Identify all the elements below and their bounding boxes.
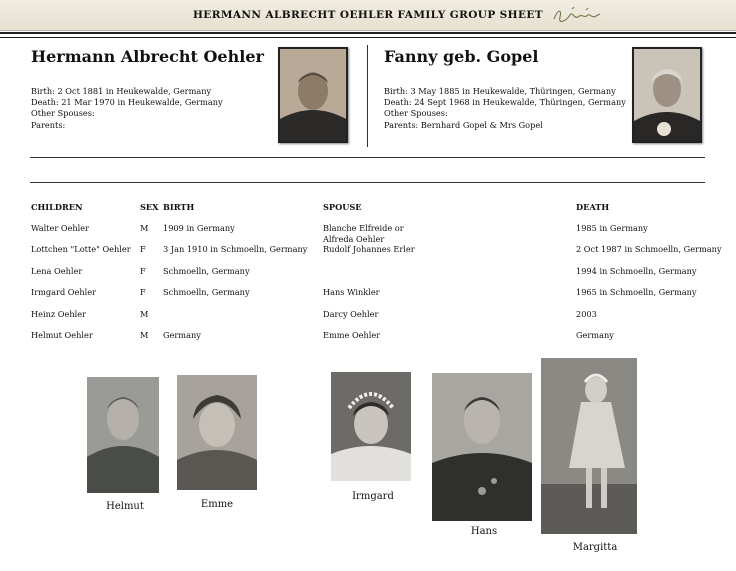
child-spouse-cont: Alfreda Oehler [323,234,385,244]
child-birth: 3 Jan 1910 in Schmoelln, Germany [163,244,308,254]
child-sex: F [140,266,146,276]
husband-birth: Birth: 2 Oct 1881 in Heukewalde, Germany [31,86,212,96]
child-death: 1994 in Schmoelln, Germany [576,266,697,276]
child-birth: Schmoelln, Germany [163,266,250,276]
child-birth: Schmoelln, Germany [163,287,250,297]
child-sex: F [140,244,146,254]
child-death: 2 Oct 1987 in Schmoelln, Germany [576,244,722,254]
husband-parents: Parents: [31,119,66,130]
helmut-caption: Helmut [106,501,144,512]
child-sex: F [140,287,146,297]
child-birth: Germany [163,330,201,340]
child-spouse: Emme Oehler [323,330,381,340]
helmut-photo [87,377,159,493]
irmgard-photo [331,372,411,481]
child-birth: 1909 in Germany [163,223,235,233]
wife-details [384,86,626,131]
wife-birth: Birth: 3 May 1885 in Heukewalde, Thüringen, Germany [384,86,616,96]
husband-other-spouses: Other Spouses: [31,108,95,119]
child-name: Walter Oehler [31,223,90,233]
emme-photo [177,375,257,490]
wife-photo [632,47,702,143]
irmgard-caption: Irmgard [352,491,394,502]
child-spouse: Hans Winkler [323,287,380,297]
signature [552,5,602,25]
child-sex: M [140,330,149,340]
margitta-photo [541,358,637,534]
header-death: DEATH [576,202,610,212]
child-death: 1965 in Schmoelln, Germany [576,287,697,297]
child-death: 2003 [576,309,597,319]
hans-photo [432,373,532,521]
header-spouse: SPOUSE [323,202,362,212]
section-rule-bottom [30,182,705,183]
hans-caption: Hans [470,526,498,537]
husband-name: Hermann Albrecht Oehler [31,47,264,66]
emme-caption: Emme [200,499,234,510]
wife-other-spouses: Other Spouses: [384,108,448,119]
child-death: 1985 in Germany [576,223,648,233]
child-name: Helmut Oehler [31,330,93,340]
child-spouse: Darcy Oehler [323,309,379,319]
column-divider [367,45,368,147]
header-children: CHILDREN [31,202,83,212]
child-name: Lottchen "Lotte" Oehler [31,244,131,254]
header-rule [0,32,736,38]
page-header [0,0,736,31]
wife-death: Death: 24 Sept 1968 in Heukewalde, Thüringen, Germany [384,97,626,108]
husband-photo [278,47,348,143]
page-title: HERMANN ALBRECHT OEHLER FAMILY GROUP SHEET [192,9,544,21]
child-name: Heinz Oehler [31,309,87,319]
husband-death: Death: 21 Mar 1970 in Heukewalde, Germany [31,97,223,108]
husband-details [31,86,223,131]
child-spouse: Blanche Elfreide or [323,223,404,233]
child-spouse: Rudolf Johannes Erler [323,244,415,254]
wife-parents: Parents: Bernhard Gopel & Mrs Gopel [384,119,543,130]
child-death: Germany [576,330,614,340]
child-sex: M [140,223,149,233]
header-sex: SEX [140,202,159,212]
header-birth: BIRTH [163,202,195,212]
child-sex: M [140,309,149,319]
child-name: Irmgard Oehler [31,287,97,297]
child-name: Lena Oehler [31,266,83,276]
wife-name: Fanny geb. Gopel [384,47,539,66]
margitta-caption: Margitta [572,542,618,553]
section-rule-top [30,157,705,158]
